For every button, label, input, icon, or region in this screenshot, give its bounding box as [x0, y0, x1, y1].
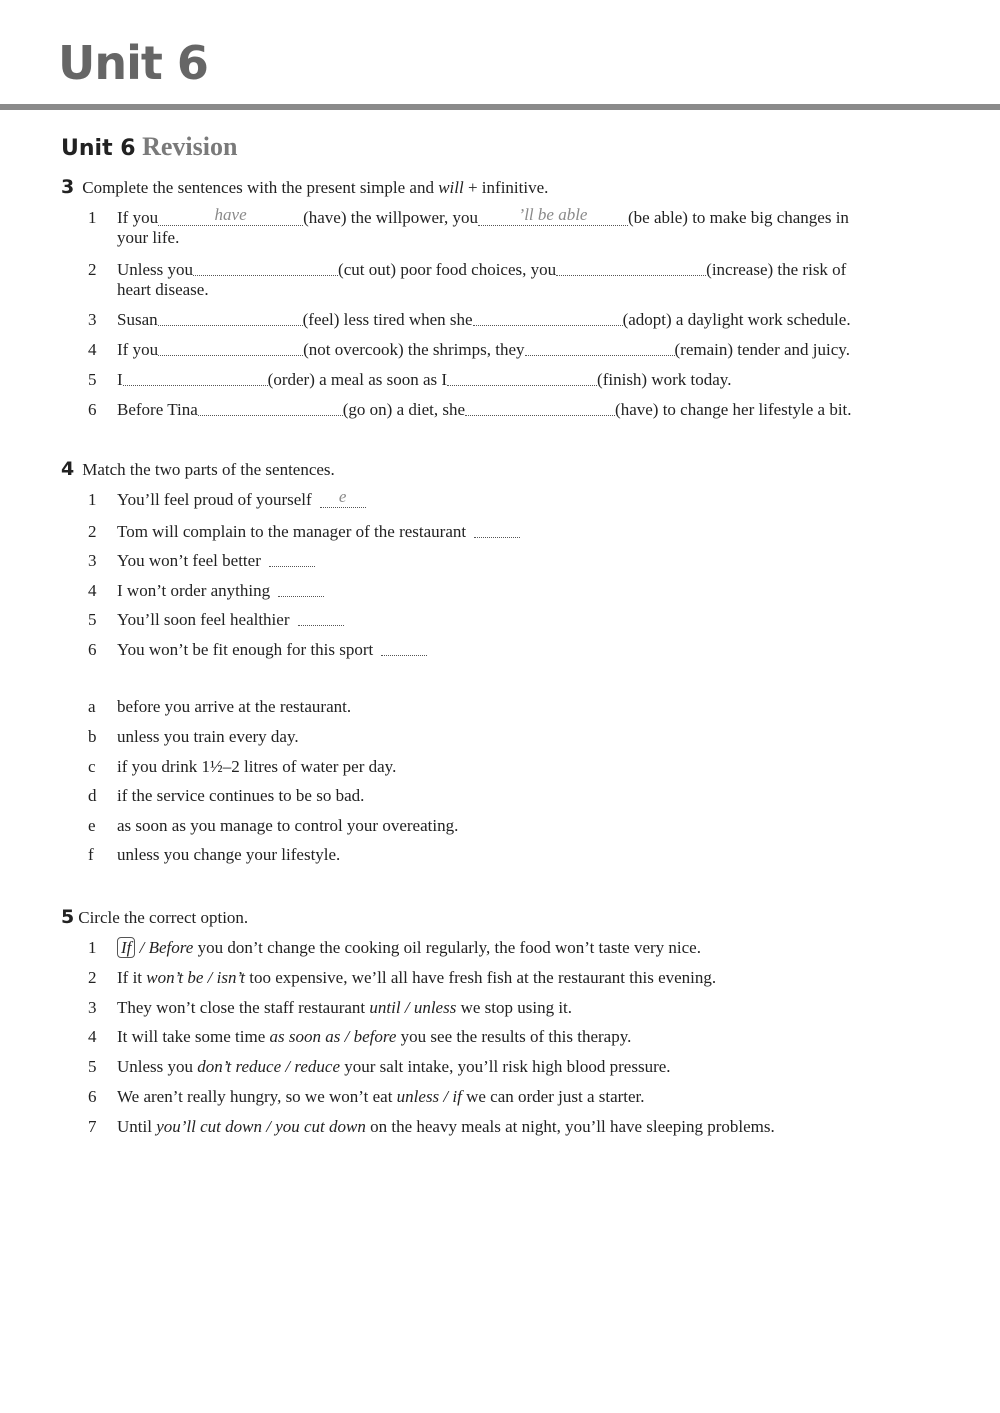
ex4-ending-a	[88, 697, 351, 717]
header-divider	[0, 104, 1000, 110]
option[interactable]: if	[452, 1087, 462, 1106]
ex4-item-2	[88, 520, 520, 542]
item-text: you don’t change the cooking oil regularly, the food won’t taste very nice.	[193, 938, 701, 957]
answer-blank[interactable]	[158, 205, 303, 226]
ex4-item-5	[88, 608, 344, 630]
item-number: 6	[88, 640, 97, 659]
item-number: 4	[88, 340, 97, 359]
item-text: (remain) tender and juicy.	[674, 340, 850, 359]
answer-blank[interactable]	[465, 399, 615, 416]
answer-blank[interactable]	[474, 521, 520, 538]
item-number: 4	[88, 1027, 97, 1046]
option-circled[interactable]: If	[117, 937, 135, 958]
item-number: 5	[88, 370, 97, 389]
item-text: It will take some time	[117, 1027, 270, 1046]
item-number: 5	[88, 610, 97, 629]
answer-text: e	[338, 487, 347, 506]
ex3-item-3	[88, 308, 851, 330]
option-separator: /	[439, 1087, 453, 1106]
unit-title: Unit 6	[58, 36, 208, 90]
answer-blank[interactable]	[447, 369, 597, 386]
item-text: I won’t order anything	[117, 581, 271, 600]
ex5-item-4	[88, 1027, 631, 1047]
ex5-item-3	[88, 998, 572, 1018]
exercise-number: 4	[61, 458, 75, 480]
option-separator: /	[400, 998, 414, 1017]
answer-blank[interactable]	[278, 580, 324, 597]
answer-blank[interactable]	[123, 369, 268, 386]
answer-blank[interactable]	[525, 339, 675, 356]
item-text: (feel) less tired when she	[302, 310, 473, 329]
item-number: 6	[88, 400, 97, 419]
item-number: 2	[88, 260, 97, 279]
answer-blank[interactable]	[320, 487, 366, 508]
ending-letter: a	[88, 697, 96, 716]
item-number: 2	[88, 968, 97, 987]
ending-text: unless you train every day.	[117, 727, 299, 746]
item-text: You’ll feel proud of yourself	[117, 490, 312, 509]
option-separator: /	[281, 1057, 295, 1076]
option[interactable]: before	[353, 1027, 397, 1046]
ending-text: unless you change your lifestyle.	[117, 845, 341, 864]
option-separator: /	[203, 968, 217, 987]
instruction-will: will	[438, 178, 464, 197]
ex3-item-2	[88, 258, 846, 300]
item-number: 1	[88, 938, 97, 957]
exercise-5-heading	[61, 906, 248, 928]
answer-blank[interactable]	[269, 550, 315, 567]
item-text: Susan	[117, 310, 158, 329]
item-text: we can order just a starter.	[461, 1087, 645, 1106]
item-text: (have) to change her lifestyle a bit.	[615, 400, 852, 419]
revision-word: Revision	[142, 132, 238, 161]
option[interactable]: don’t reduce	[197, 1057, 282, 1076]
ex4-ending-e	[88, 816, 458, 836]
item-text: your salt intake, you’ll risk high blood pressure.	[340, 1057, 671, 1076]
ex3-item-1	[88, 205, 849, 248]
item-text: (go on) a diet, she	[342, 400, 466, 419]
ex4-ending-f	[88, 845, 340, 865]
ex5-item-2	[88, 968, 716, 988]
ex4-item-4	[88, 579, 324, 601]
item-text: (have) the willpower, you	[303, 208, 479, 227]
revision-heading	[61, 132, 237, 162]
answer-blank[interactable]	[158, 309, 303, 326]
item-number: 1	[88, 490, 97, 509]
answer-blank[interactable]	[193, 259, 338, 276]
item-text: Tom will complain to the manager of the restaurant	[117, 522, 467, 541]
exercise-4-heading	[61, 458, 335, 480]
ex5-item-7	[88, 1117, 775, 1137]
item-text: You won’t be fit enough for this sport	[117, 640, 374, 659]
ending-text: before you arrive at the restaurant.	[117, 697, 352, 716]
exercise-number: 5	[61, 906, 75, 928]
item-number: 2	[88, 522, 97, 541]
item-number: 5	[88, 1057, 97, 1076]
revision-unit-label: Unit 6	[61, 136, 136, 161]
answer-blank[interactable]	[381, 639, 427, 656]
item-text: (order) a meal as soon as I	[267, 370, 448, 389]
item-text: Before Tina	[117, 400, 198, 419]
item-text: If you	[117, 340, 159, 359]
ending-text: if the service continues to be so bad.	[117, 786, 365, 805]
answer-blank[interactable]	[473, 309, 623, 326]
item-number: 3	[88, 551, 97, 570]
ex3-item-5	[88, 368, 731, 390]
ex4-item-3	[88, 549, 315, 571]
option[interactable]: isn’t	[216, 968, 245, 987]
option[interactable]: reduce	[294, 1057, 341, 1076]
ex4-ending-b	[88, 727, 299, 747]
option[interactable]: you cut down	[275, 1117, 366, 1136]
option[interactable]: as soon as	[269, 1027, 341, 1046]
item-number: 1	[88, 208, 97, 227]
ending-letter: b	[88, 727, 97, 746]
option-separator: /	[135, 938, 149, 957]
item-number: 6	[88, 1087, 97, 1106]
item-text: If you	[117, 208, 159, 227]
instruction-text: Circle the correct option.	[78, 908, 249, 927]
ending-letter: c	[88, 757, 96, 776]
exercise-3-heading	[61, 176, 548, 198]
ex4-ending-c	[88, 757, 396, 777]
item-text: too expensive, we’ll all have fresh fish at the restaurant this evening.	[245, 968, 717, 987]
item-text: (be able) to make big changes in	[628, 208, 849, 227]
item-text: Unless you	[117, 1057, 198, 1076]
ex3-item-6	[88, 398, 852, 420]
item-text: (finish) work today.	[597, 370, 732, 389]
option[interactable]: won’t be	[146, 968, 204, 987]
item-text: You’ll soon feel healthier	[117, 610, 290, 629]
item-text: we stop using it.	[456, 998, 573, 1017]
instruction-text: Match the two parts of the sentences.	[82, 460, 335, 479]
ex5-item-1	[88, 938, 701, 958]
ending-letter: f	[88, 845, 94, 864]
ending-letter: e	[88, 816, 96, 835]
item-text: If it	[117, 968, 147, 987]
item-text: They won’t close the staff restaurant	[117, 998, 370, 1017]
item-text: You won’t feel better	[117, 551, 261, 570]
item-text: Until	[117, 1117, 157, 1136]
answer-blank[interactable]	[556, 259, 706, 276]
ending-text: if you drink 1½–2 litres of water per day.	[117, 757, 397, 776]
option[interactable]: Before	[148, 938, 194, 957]
ex3-item-4	[88, 338, 850, 360]
ending-text: as soon as you manage to control your overeating.	[117, 816, 459, 835]
item-text: We aren’t really hungry, so we won’t eat	[117, 1087, 397, 1106]
item-text: (not overcook) the shrimps, they	[303, 340, 525, 359]
ending-letter: d	[88, 786, 97, 805]
option[interactable]: unless	[396, 1087, 440, 1106]
option[interactable]: until	[369, 998, 401, 1017]
option-separator: /	[340, 1027, 354, 1046]
answer-blank[interactable]	[478, 205, 628, 226]
answer-text: ’ll be able	[518, 205, 588, 224]
ex4-item-6	[88, 638, 427, 660]
answer-blank[interactable]	[158, 339, 303, 356]
item-text: (cut out) poor food choices, you	[338, 260, 557, 279]
item-number: 4	[88, 581, 97, 600]
item-continuation: heart disease.	[117, 280, 209, 299]
ex5-item-5	[88, 1057, 671, 1077]
answer-blank[interactable]	[298, 609, 344, 626]
answer-text: have	[214, 205, 247, 224]
item-text: Unless you	[117, 260, 194, 279]
answer-blank[interactable]	[198, 399, 343, 416]
ex4-ending-d	[88, 786, 364, 806]
item-number: 3	[88, 998, 97, 1017]
exercise-number: 3	[61, 176, 75, 198]
instruction-text: Complete the sentences with the present simple and	[82, 178, 439, 197]
instruction-text: + infinitive.	[463, 178, 549, 197]
item-number: 3	[88, 310, 97, 329]
item-text: you see the results of this therapy.	[396, 1027, 632, 1046]
option-separator: /	[261, 1117, 276, 1136]
item-text: (adopt) a daylight work schedule.	[622, 310, 851, 329]
item-text: I	[117, 370, 123, 389]
item-continuation: your life.	[117, 228, 180, 247]
item-text: (increase) the risk of	[706, 260, 847, 279]
item-text: on the heavy meals at night, you’ll have sleeping problems.	[365, 1117, 775, 1136]
item-number: 7	[88, 1117, 97, 1136]
option[interactable]: you’ll cut down	[156, 1117, 262, 1136]
option[interactable]: unless	[413, 998, 457, 1017]
ex5-item-6	[88, 1087, 645, 1107]
ex4-item-1	[88, 487, 366, 510]
